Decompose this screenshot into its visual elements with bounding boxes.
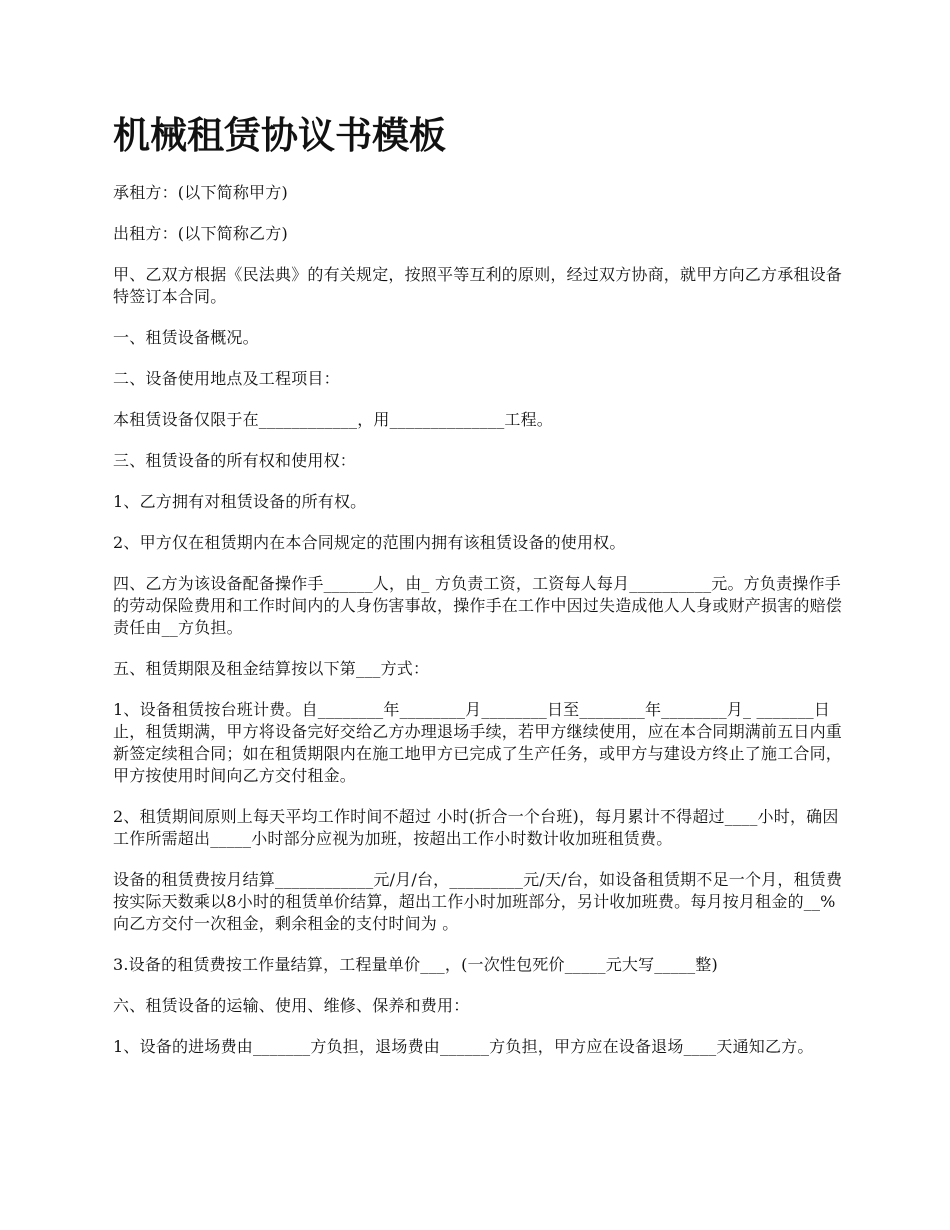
paragraph-transport-fees: 1、设备的进场费由_______方负担，退场费由______方负担，甲方应在设备退场____天通知乙方。 — [113, 1037, 814, 1056]
paragraph-usage-right: 2、甲方仅在租赁期内在本合同规定的范围内拥有该租赁设备的使用权。 — [113, 533, 626, 552]
document-page — [113, 112, 843, 1077]
document-title: 机械租赁协议书模板 — [113, 114, 446, 157]
section-4-operators: 四、乙方为该设备配备操作手______人，由_ 方负责工资，工资每人每月__________元。方负责操作手的劳动保险费用和工作时间内的人身伤害事故，操作手在工作中因过失造成他人人身或财产损害的赔偿责任由__方负担。 — [113, 574, 843, 637]
document-body — [113, 182, 843, 1058]
paragraph-location: 本租赁设备仅限于在____________，用______________工程。 — [113, 410, 554, 429]
paragraph-working-hours: 2、租赁期间原则上每天平均工作时间不超过 小时(折合一个台班)，每月累计不得超过____小时，确因工作所需超出_____小时部分应视为加班，按超出工作小时数计收加班租赁费。 — [113, 807, 839, 848]
paragraph-lessee: 承租方：(以下简称甲方) — [113, 183, 288, 202]
paragraph-ownership: 1、乙方拥有对租赁设备的所有权。 — [113, 492, 367, 511]
section-heading-6: 六、租赁设备的运输、使用、维修、保养和费用： — [113, 996, 470, 1015]
section-heading-1: 一、租赁设备概况。 — [113, 328, 259, 347]
section-heading-3: 三、租赁设备的所有权和使用权： — [113, 451, 357, 470]
section-heading-5: 五、租赁期限及租金结算按以下第___方式： — [113, 659, 430, 678]
paragraph-shift-billing: 1、设备租赁按台班计费。自________年________月________日至________年________月_ _______日止，租赁期满，甲方将设备完好交给乙方办理退场手续，若甲方继续使用，应在本合同期满前五日内重新签定续租合同；如在租赁期限内在施工地甲方已完成了生产任务，或甲方与建设方终止了施工合同，甲方按使用时间向乙方交付租金。 — [113, 700, 843, 785]
paragraph-monthly-billing: 设备的租赁费按月结算____________元/月/台，_________元/天/台，如设备租赁期不足一个月，租赁费按实际天数乘以8小时的租赁单价结算，超出工作小时加班部分，另计收加班费。每月按月租金的__%向乙方交付一次租金，剩余租金的支付时间为 。 — [113, 870, 843, 933]
paragraph-workload-billing: 3.设备的租赁费按工作量结算，工程量单价___，(一次性包死价_____元大写_____整) — [113, 955, 718, 974]
section-heading-2: 二、设备使用地点及工程项目： — [113, 369, 340, 388]
paragraph-lessor: 出租方：(以下简称乙方) — [113, 224, 288, 243]
paragraph-preamble: 甲、乙双方根据《民法典》的有关规定，按照平等互利的原则，经过双方协商，就甲方向乙方承租设备特签订本合同。 — [113, 265, 843, 306]
